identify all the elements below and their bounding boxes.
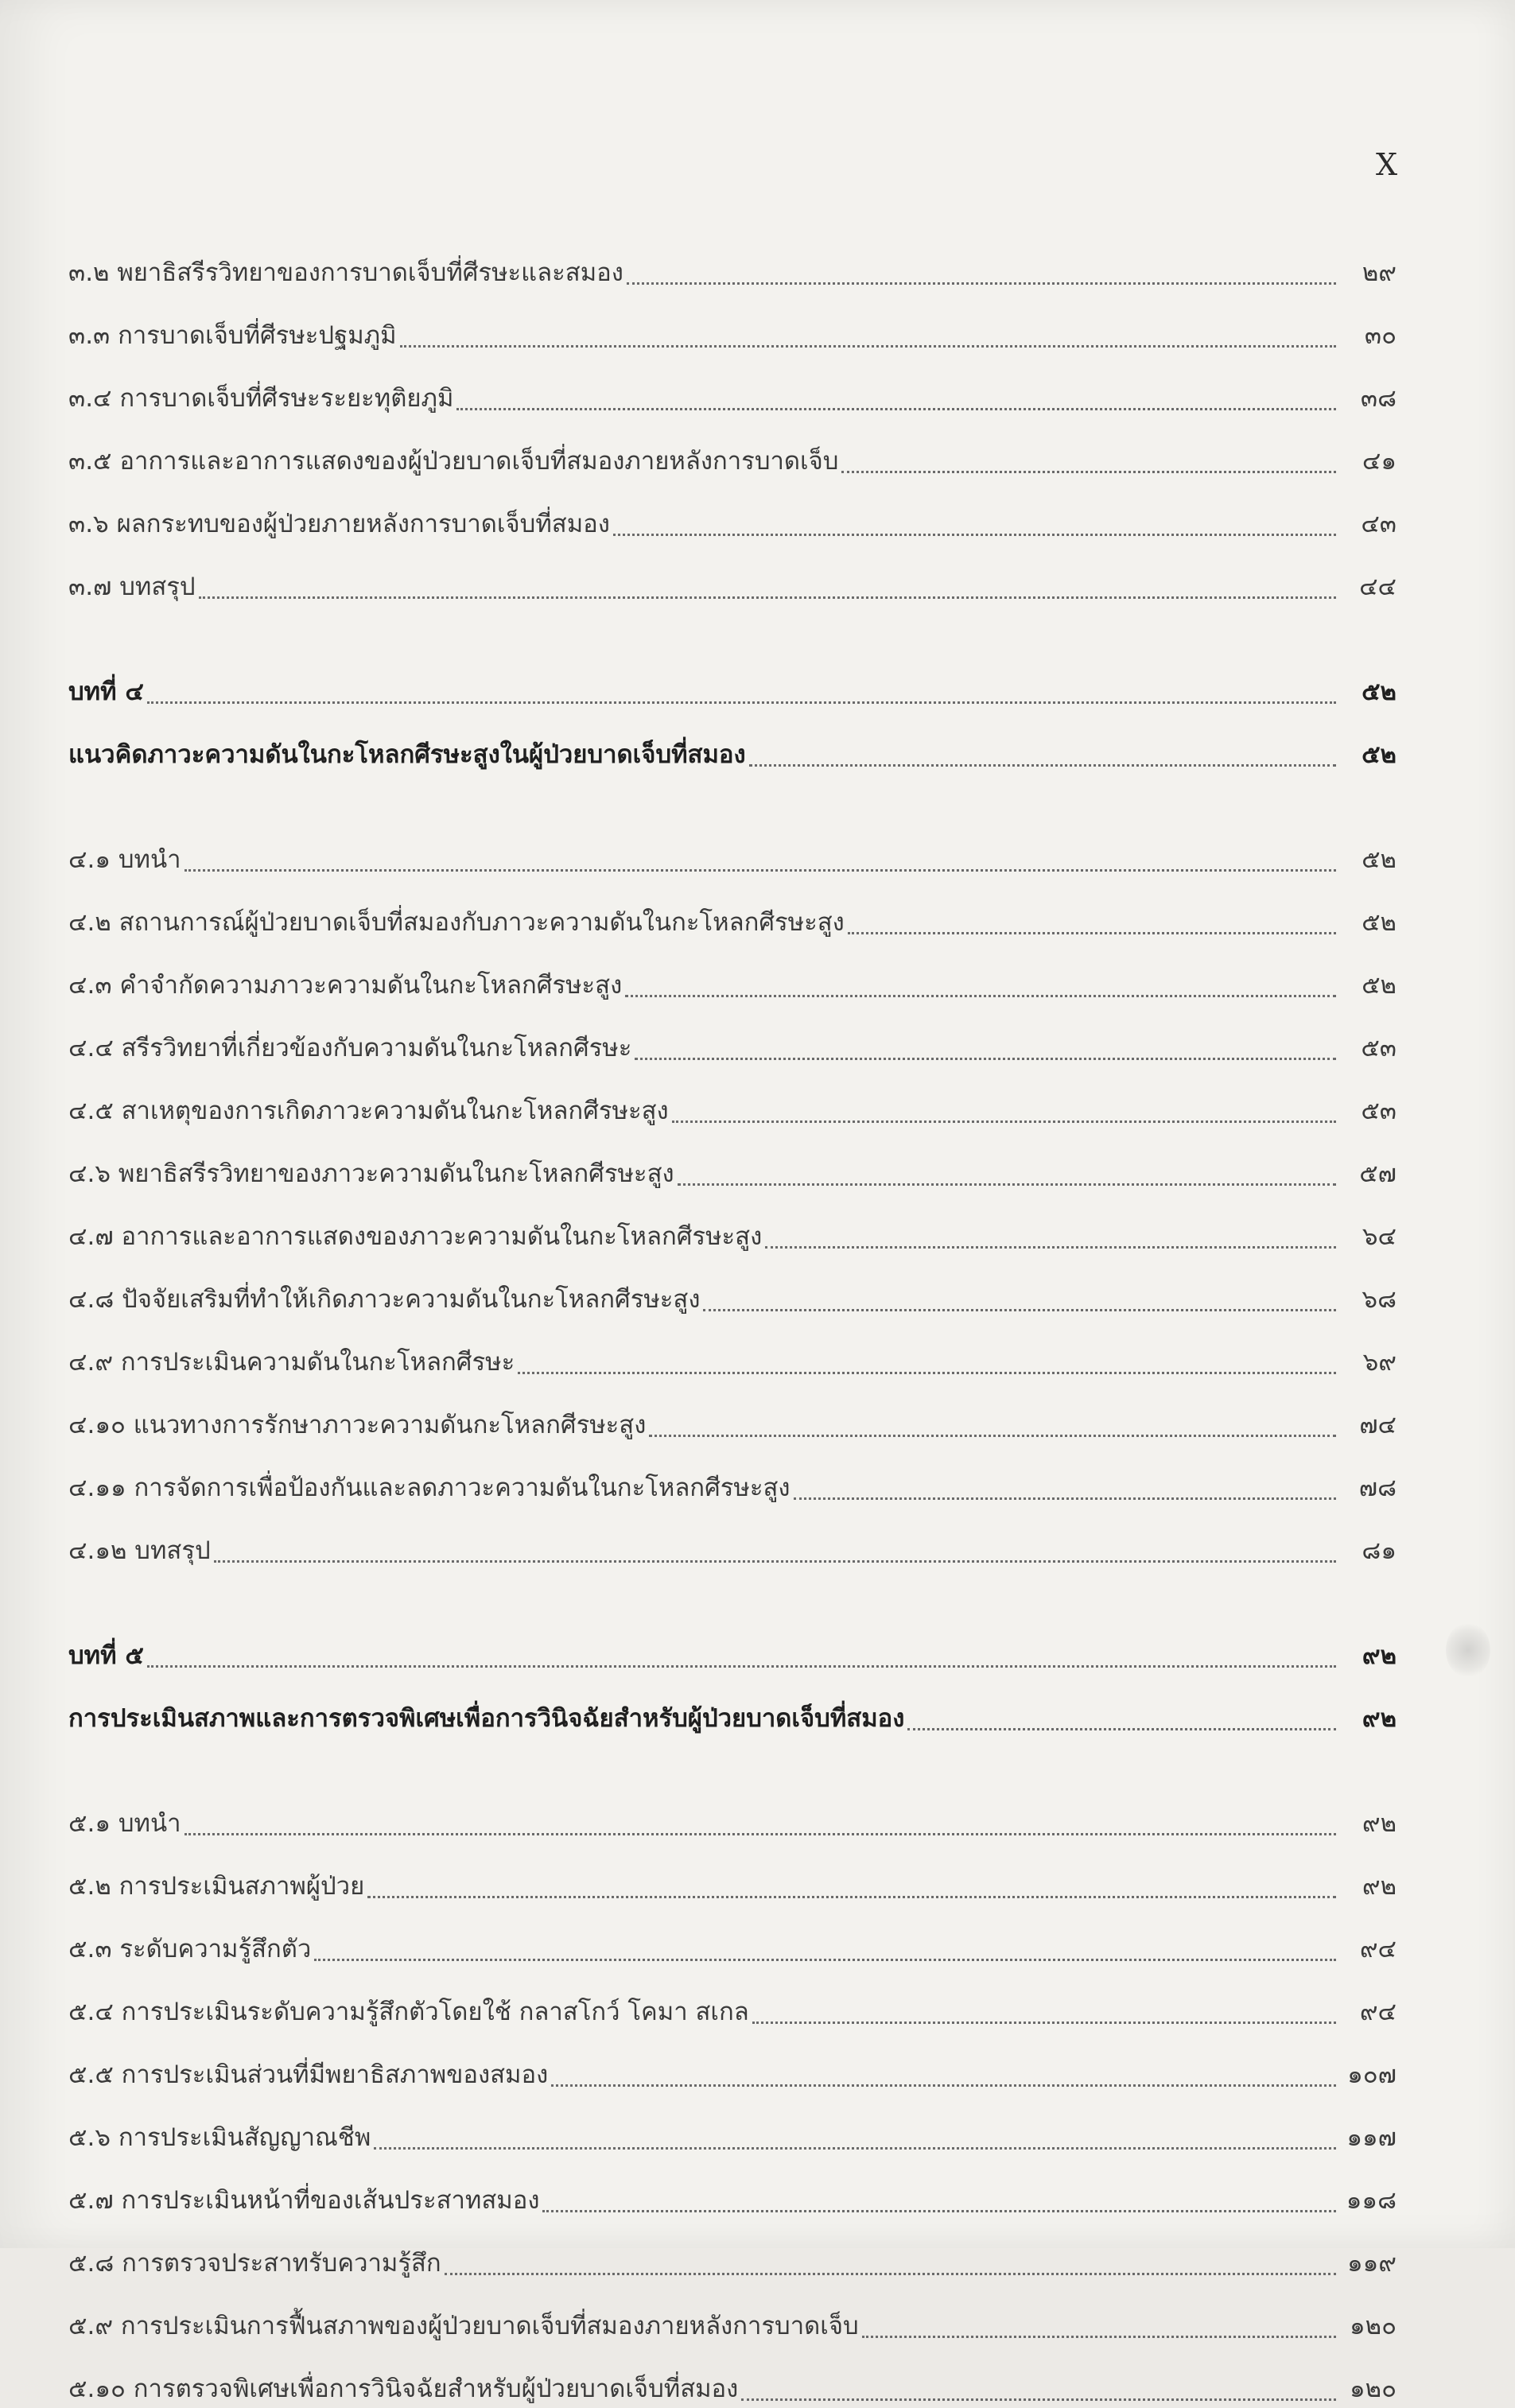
toc-entry-page: ๑๒๐ xyxy=(1349,2312,1397,2340)
toc-entry xyxy=(68,1470,1397,1507)
toc-entry-page: ๑๒๐ xyxy=(1349,2375,1397,2403)
toc-entry xyxy=(68,1532,1397,1570)
dot-leader xyxy=(613,534,1336,536)
dot-leader xyxy=(794,1497,1336,1500)
toc-entry xyxy=(68,380,1397,418)
toc-entry-label: ๔.๗ อาการและอาการแสดงของภาวะความดันในกะโหลกศีรษะสูง xyxy=(68,1222,763,1251)
chapter-title-label: การประเมินสภาพและการตรวจพิเศษเพื่อการวินิจฉัยสำหรับผู้ป่วยบาดเจ็บที่สมอง xyxy=(68,1704,905,1733)
toc-entry-page: ๙๔ xyxy=(1359,1998,1397,2026)
toc-entry-page: ๑๑๗ xyxy=(1346,2123,1397,2152)
toc-entry-label: ๓.๗ บทสรุป xyxy=(68,573,196,601)
toc-entry-label: ๕.๔ การประเมินระดับความรู้สึกตัวโดยใช้ กลาสโกว์ โคมา สเกล xyxy=(68,1998,749,2026)
dot-leader xyxy=(214,1560,1336,1563)
toc-entry xyxy=(68,1030,1397,1067)
toc-entry-label: ๕.๗ การประเมินหน้าที่ของเส้นประสาทสมอง xyxy=(68,2186,540,2215)
toc-entry xyxy=(68,1155,1397,1193)
dot-leader xyxy=(374,2147,1336,2150)
toc-entry-label: ๔.๑๑ การจัดการเพื่อป้องกันและลดภาวะความดันในกะโหลกศีรษะสูง xyxy=(68,1474,791,1502)
paper-stain xyxy=(1446,1622,1490,1678)
toc-entry-page: ๗๔ xyxy=(1359,1411,1397,1439)
toc-entry-page: ๔๑ xyxy=(1362,447,1397,476)
toc-entry xyxy=(68,2245,1397,2282)
toc-entry-label: ๕.๒ การประเมินสภาพผู้ป่วย xyxy=(68,1872,365,1901)
toc-entry-page: ๑๑๘ xyxy=(1346,2186,1397,2215)
dot-leader xyxy=(185,869,1336,872)
toc-entry-label: ๔.๙ การประเมินความดันในกะโหลกศีรษะ xyxy=(68,1348,515,1377)
toc-entry-label: ๓.๖ ผลกระทบของผู้ป่วยภายหลังการบาดเจ็บที่สมอง xyxy=(68,510,610,538)
toc-entry-page: ๓๘ xyxy=(1360,384,1397,413)
toc-entry-page: ๓๐ xyxy=(1364,321,1397,350)
toc-entry-page: ๘๑ xyxy=(1362,1536,1397,1565)
toc-entry-page: ๕๗ xyxy=(1359,1159,1397,1188)
toc-entry xyxy=(68,2308,1397,2345)
chapter-title xyxy=(68,1700,1397,1738)
dot-leader xyxy=(649,1435,1336,1437)
dot-leader xyxy=(542,2210,1336,2212)
dot-leader xyxy=(456,408,1336,410)
toc-entry xyxy=(68,1868,1397,1905)
toc-entry xyxy=(68,1218,1397,1256)
dot-leader xyxy=(551,2084,1336,2087)
dot-leader xyxy=(635,1058,1336,1060)
toc-entry xyxy=(68,2057,1397,2094)
chapter-title xyxy=(68,736,1397,774)
dot-leader xyxy=(703,1309,1336,1311)
toc-entry-page: ๙๒ xyxy=(1362,1809,1397,1838)
page-number: X xyxy=(1375,147,1397,182)
toc-entry-page: ๕๓ xyxy=(1361,1097,1397,1125)
dot-leader xyxy=(672,1120,1336,1123)
chapter-title-page: ๙๒ xyxy=(1362,1704,1397,1733)
toc-entry xyxy=(68,317,1397,355)
toc-entry-page: ๖๘ xyxy=(1362,1285,1397,1314)
toc-entry-page: ๕๒ xyxy=(1362,845,1397,874)
dot-leader xyxy=(314,1959,1336,1961)
toc-entry xyxy=(68,2119,1397,2157)
toc-entry-label: ๔.๑๒ บทสรุป xyxy=(68,1536,211,1565)
dot-leader xyxy=(848,932,1336,934)
toc-entry-label: ๔.๕ สาเหตุของการเกิดภาวะความดันในกะโหลกศีรษะสูง xyxy=(68,1097,669,1125)
dot-leader xyxy=(199,596,1336,599)
toc-entry-label: ๕.๖ การประเมินสัญญาณชีพ xyxy=(68,2123,371,2152)
toc-entry-label: ๔.๑๐ แนวทางการรักษาภาวะความดันกะโหลกศีรษะสูง xyxy=(68,1411,647,1439)
toc-entry-page: ๖๙ xyxy=(1362,1348,1397,1377)
toc-entry-label: ๕.๘ การตรวจประสาทรับความรู้สึก xyxy=(68,2249,441,2278)
table-of-contents xyxy=(68,254,1397,2408)
toc-entry-page: ๒๙ xyxy=(1362,258,1397,287)
chapter-label: บทที่ ๔ xyxy=(68,678,144,706)
dot-leader xyxy=(185,1833,1336,1835)
toc-entry-page: ๙๒ xyxy=(1362,1872,1397,1901)
toc-entry-page: ๗๘ xyxy=(1358,1474,1397,1502)
toc-entry-page: ๑๑๙ xyxy=(1346,2249,1397,2278)
toc-entry-page: ๙๔ xyxy=(1359,1935,1397,1963)
toc-entry-label: ๔.๘ ปัจจัยเสริมที่ทำให้เกิดภาวะความดันในกะโหลกศีรษะสูง xyxy=(68,1285,701,1314)
toc-entry-label: ๕.๕ การประเมินส่วนที่มีพยาธิสภาพของสมอง xyxy=(68,2060,549,2089)
toc-entry-page: ๑๐๗ xyxy=(1347,2060,1397,2089)
dot-leader xyxy=(862,2336,1336,2338)
dot-leader xyxy=(400,345,1336,348)
dot-leader xyxy=(445,2273,1336,2275)
toc-entry-label: ๕.๑๐ การตรวจพิเศษเพื่อการวินิจฉัยสำหรับผู้ป่วยบาดเจ็บที่สมอง xyxy=(68,2375,739,2403)
dot-leader xyxy=(749,764,1336,767)
dot-leader xyxy=(367,1896,1336,1898)
toc-entry xyxy=(68,967,1397,1004)
chapter-title-page: ๕๒ xyxy=(1362,740,1397,769)
toc-entry xyxy=(68,904,1397,942)
toc-entry xyxy=(68,841,1397,879)
dot-leader xyxy=(841,471,1336,473)
dot-leader xyxy=(147,1665,1336,1668)
toc-entry xyxy=(68,1931,1397,1968)
toc-entry xyxy=(68,1994,1397,2031)
toc-entry-page: ๔๔ xyxy=(1359,573,1397,601)
chapter-title-label: แนวคิดภาวะความดันในกะโหลกศีรษะสูงในผู้ป่วยบาดเจ็บที่สมอง xyxy=(68,740,746,769)
dot-leader xyxy=(678,1183,1336,1186)
chapter-page: ๙๒ xyxy=(1362,1641,1397,1670)
toc-entry-page: ๕๒ xyxy=(1362,908,1397,937)
toc-entry-label: ๓.๒ พยาธิสรีรวิทยาของการบาดเจ็บที่ศีรษะและสมอง xyxy=(68,258,623,287)
toc-entry-label: ๔.๒ สถานการณ์ผู้ป่วยบาดเจ็บที่สมองกับภาวะความดันในกะโหลกศีรษะสูง xyxy=(68,908,845,937)
toc-entry-label: ๔.๑ บทนำ xyxy=(68,845,181,874)
toc-entry xyxy=(68,1281,1397,1319)
dot-leader xyxy=(518,1372,1336,1374)
dot-leader xyxy=(741,2398,1336,2401)
toc-entry-label: ๕.๑ บทนำ xyxy=(68,1809,181,1838)
toc-entry-label: ๔.๔ สรีรวิทยาที่เกี่ยวข้องกับความดันในกะโหลกศีรษะ xyxy=(68,1034,632,1062)
toc-entry xyxy=(68,569,1397,606)
toc-entry-label: ๓.๓ การบาดเจ็บที่ศีรษะปฐมภูมิ xyxy=(68,321,397,350)
dot-leader xyxy=(627,282,1336,285)
toc-entry xyxy=(68,254,1397,292)
chapter-heading xyxy=(68,1637,1397,1675)
toc-entry-label: ๓.๕ อาการและอาการแสดงของผู้ป่วยบาดเจ็บที่สมองภายหลังการบาดเจ็บ xyxy=(68,447,839,476)
toc-entry xyxy=(68,506,1397,543)
toc-entry-page: ๕๓ xyxy=(1361,1034,1397,1062)
toc-entry-label: ๕.๙ การประเมินการฟื้นสภาพของผู้ป่วยบาดเจ็บที่สมองภายหลังการบาดเจ็บ xyxy=(68,2312,859,2340)
toc-entry-label: ๕.๓ ระดับความรู้สึกตัว xyxy=(68,1935,312,1963)
toc-entry-label: ๔.๖ พยาธิสรีรวิทยาของภาวะความดันในกะโหลกศีรษะสูง xyxy=(68,1159,674,1188)
dot-leader xyxy=(907,1728,1336,1730)
toc-entry xyxy=(68,1805,1397,1843)
dot-leader xyxy=(752,2022,1336,2024)
toc-entry xyxy=(68,1344,1397,1381)
toc-entry-label: ๔.๓ คำจำกัดความภาวะความดันในกะโหลกศีรษะสูง xyxy=(68,971,623,1000)
dot-leader xyxy=(625,995,1336,997)
dot-leader xyxy=(147,701,1336,704)
toc-entry-page: ๖๔ xyxy=(1362,1222,1397,1251)
chapter-label: บทที่ ๕ xyxy=(68,1641,144,1670)
chapter-heading xyxy=(68,674,1397,711)
toc-entry-label: ๓.๔ การบาดเจ็บที่ศีรษะระยะทุติยภูมิ xyxy=(68,384,454,413)
toc-entry-page: ๔๓ xyxy=(1361,510,1397,538)
toc-entry xyxy=(68,1407,1397,1444)
dot-leader xyxy=(765,1246,1336,1249)
toc-entry xyxy=(68,1093,1397,1130)
toc-entry xyxy=(68,443,1397,480)
toc-entry xyxy=(68,2371,1397,2408)
chapter-page: ๕๒ xyxy=(1362,678,1397,706)
toc-entry-page: ๕๒ xyxy=(1362,971,1397,1000)
toc-entry xyxy=(68,2182,1397,2220)
